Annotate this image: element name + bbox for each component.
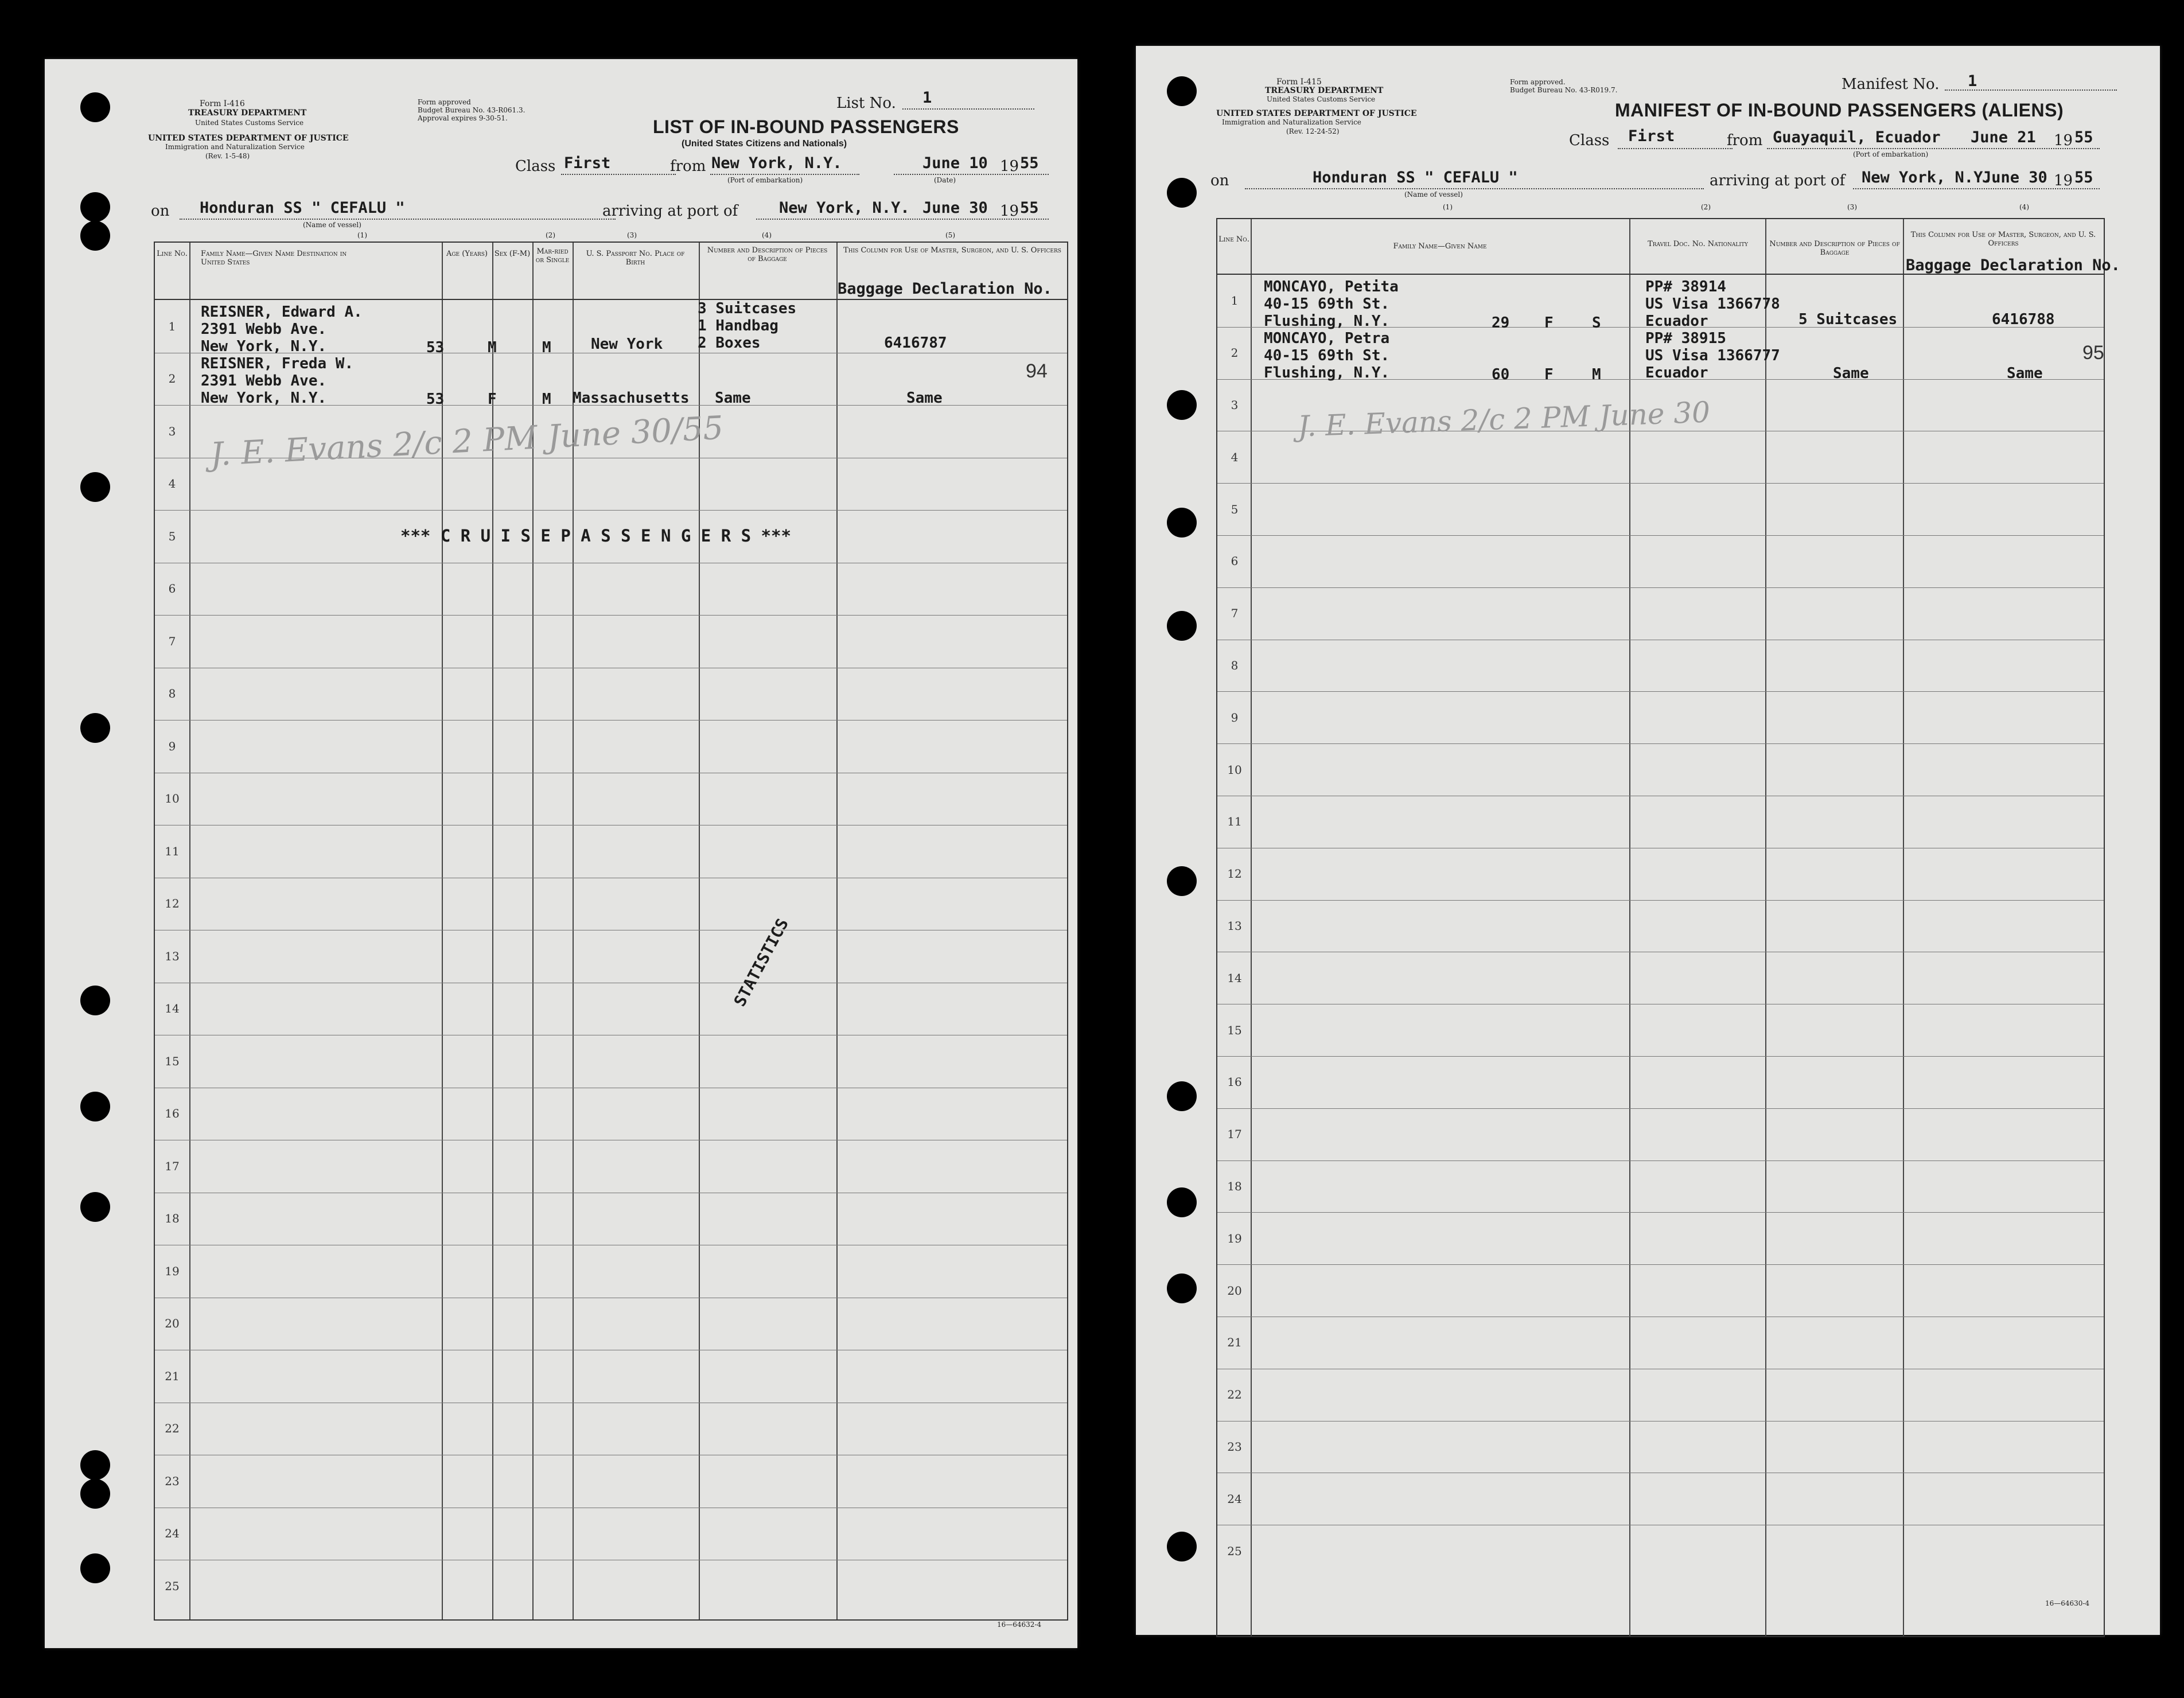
hdr-official: This Column for Use of Master, Surgeon, and U. S. Officers [1910,231,2096,248]
line-number: 9 [1231,710,1239,725]
row1-age: 53 [426,339,445,356]
row1-bag2: 1 Handbag [698,317,778,334]
colnum-3: (3) [627,231,637,239]
year-prefix: 19 [2054,132,2073,149]
row2-bag: Same [1833,365,1869,382]
approval-expiry: Approval expires 9-30-51. [418,114,508,122]
port-caption: (Port of embarkation) [1853,150,1929,158]
page-subtitle: (United States Citizens and Nationals) [682,139,847,149]
row2-married: M [542,391,551,408]
row2-name: MONCAYO, Petra [1264,330,1390,347]
date-value: June 10 [922,154,988,172]
hdr-passport: U. S. Passport No. Place of Birth [586,250,685,267]
line-number: 24 [1227,1491,1242,1506]
header-divider [1217,274,2104,275]
baggage-decl-header: Baggage Declaration No. [838,280,1052,298]
year-prefix: 19 [1000,158,1019,175]
row1-city: New York, N.Y. [201,338,327,355]
colnum-1: (1) [1443,203,1453,211]
row-rule [155,510,1067,511]
line-number: 15 [1227,1023,1242,1037]
row1-doc2: US Visa 1366778 [1645,295,1780,313]
line-number: 13 [165,949,180,963]
row2-status: M [1592,366,1601,383]
pencil-mark: 95 [2082,342,2104,364]
line-number: 2 [1231,346,1239,360]
arrival-year-prefix: 19 [2054,172,2073,189]
line-number: 6 [1231,554,1239,568]
row2-birth: Massachusetts [573,390,690,407]
pencil-mark: 94 [1026,360,1048,382]
baggage-decl-header: Baggage Declaration No. [1906,256,2120,274]
on-label: on [1210,172,1229,189]
line-number: 13 [1227,919,1242,933]
from-value: New York, N.Y. [711,154,842,172]
revision: (Rev. 1-5-48) [205,152,250,160]
line-number: 7 [1231,606,1239,621]
arrival-port: New York, N.Y. [779,199,910,217]
hdr-married: Mar-ried or Single [535,247,570,264]
inbound-citizens-list-page [45,59,1077,1648]
footer-code: 16—64632-4 [997,1621,1042,1629]
form-approved: Form approved [418,98,471,106]
row-rule [155,615,1067,616]
punch-hole [80,92,110,122]
class-label: Class [515,158,556,175]
colnum-3: (3) [1847,203,1857,211]
row-rule [1217,743,2104,744]
row-rule [1217,1056,2104,1057]
row-rule [1217,587,2104,588]
customs-service: United States Customs Service [195,119,304,127]
punch-hole [1167,178,1197,208]
row1-doc1: PP# 38914 [1645,278,1726,295]
row1-status: S [1592,314,1601,332]
row2-name: REISNER, Freda W. [201,355,354,372]
row2-doc3: Ecuador [1645,364,1708,381]
class-label: Class [1569,132,1610,149]
row1-married: M [542,339,551,356]
statistics-stamp: STATISTICS [730,915,792,1010]
line-number: 3 [168,424,176,438]
line-number: 6 [168,582,176,596]
row2-street: 2391 Webb Ave. [201,372,327,390]
line-number: 14 [165,1002,180,1016]
line-number: 3 [1231,398,1239,412]
inspector-signature: J. E. Evans 2/c 2 PM June 30 [1297,395,1711,443]
date-caption: (Date) [934,176,956,184]
punch-hole [1167,390,1197,420]
line-number: 2 [168,372,176,386]
line-number: 4 [1231,450,1239,464]
row1-decl: 6416787 [884,334,947,352]
arrival-year: 55 [1020,199,1039,217]
row-rule [1217,1108,2104,1109]
budget-bureau: Budget Bureau No. 43-R061.3. [418,106,525,114]
from-label: from [670,158,706,175]
row2-decl: Same [2007,365,2043,382]
on-label: on [151,202,170,220]
row2-bag: Same [715,390,751,407]
budget-bureau: Budget Bureau No. 43-R019.7. [1510,86,1618,94]
punch-hole [1167,611,1197,641]
colnum-5: (5) [945,231,955,239]
form-approved: Form approved. [1510,78,1566,86]
hdr-line: Line No. [1218,235,1249,244]
row-rule [1217,535,2104,536]
punch-hole [80,1192,110,1222]
line-number: 21 [165,1369,180,1383]
row1-decl: 6416788 [1992,311,2055,328]
row1-sex: M [488,339,497,356]
class-value: First [1628,127,1675,145]
row2-age: 60 [1492,366,1510,383]
row2-city: Flushing, N.Y. [1264,364,1390,381]
vessel-name: Honduran SS " CEFALU " [200,199,405,217]
doj: UNITED STATES DEPARTMENT OF JUSTICE [148,134,349,143]
vessel-caption: (Name of vessel) [1404,190,1463,198]
from-label: from [1727,132,1763,149]
arriving-label: arriving at port of [602,202,738,220]
line-number: 22 [165,1422,180,1436]
colnum-4: (4) [2019,203,2029,211]
line-number: 19 [1227,1231,1242,1245]
line-number: 1 [168,319,176,333]
line-number: 18 [165,1212,180,1226]
colnum-4: (4) [762,231,772,239]
line-number: 16 [1227,1075,1242,1089]
punch-hole [1167,76,1197,106]
line-number: 25 [1227,1544,1242,1558]
ins: Immigration and Naturalization Service [165,143,305,151]
punch-hole [1167,866,1197,896]
row1-name: REISNER, Edward A. [201,303,363,321]
customs-service: United States Customs Service [1267,95,1376,103]
cruise-passengers-note: *** C R U I S E P A S S E N G E R S *** [400,526,791,546]
row-rule [1217,691,2104,692]
arrival-date: June 30 [922,199,988,217]
line-number: 18 [1227,1179,1242,1193]
form-number: Form I-415 [1276,77,1322,87]
row1-sex: F [1544,314,1554,332]
line-number: 12 [165,897,180,911]
doj: UNITED STATES DEPARTMENT OF JUSTICE [1216,109,1417,118]
row2-decl: Same [906,390,943,407]
year-value: 55 [2074,128,2093,146]
vessel-name: Honduran SS " CEFALU " [1313,169,1518,186]
line-number: 10 [165,792,180,806]
line-number: 8 [1231,659,1239,672]
punch-hole [1167,1532,1197,1561]
line-number: 25 [165,1579,180,1593]
page-title: LIST OF IN-BOUND PASSENGERS [653,116,959,137]
row-rule [155,720,1067,721]
row2-age: 53 [426,391,445,408]
colnum-1: (1) [357,231,367,239]
hdr-name: Family Name—Given Name Destination in United States [201,250,347,267]
hdr-baggage: Number and Description of Pieces of Baggage [1769,240,1900,257]
line-number: 11 [165,844,180,858]
line-number: 22 [1227,1388,1242,1402]
line-number: 21 [1227,1335,1242,1350]
punch-hole [1167,1274,1197,1303]
line-number: 5 [168,529,176,543]
date-value: June 21 [1971,128,2036,146]
arrival-port: New York, N.Y. [1862,169,1992,186]
colnum-2: (2) [546,231,555,239]
hdr-age: Age (Years) [446,250,488,258]
line-number: 24 [165,1526,180,1541]
port-caption: (Port of embarkation) [727,176,803,184]
list-no-label: List No. [836,95,896,112]
row1-age: 29 [1492,314,1510,332]
hdr-sex: Sex (F-M) [494,250,531,258]
hdr-baggage: Number and Description of Pieces of Baggage [707,246,828,263]
row1-birth: New York [591,336,663,353]
revision: (Rev. 12-24-52) [1286,127,1340,135]
footer-code: 16—64630-4 [2045,1599,2090,1607]
row-rule [1217,1421,2104,1422]
arrival-date: June 30 [1982,169,2047,186]
form-number: Form I-416 [200,99,245,108]
inspector-signature: J. E. Evans 2/c 2 PM June 30/55 [209,409,725,474]
hdr-travel: Travel Doc. No. Nationality [1648,240,1748,248]
row1-bag3: 2 Boxes [698,334,761,352]
line-number: 14 [1227,971,1242,985]
punch-hole [80,1479,110,1509]
punch-hole [80,1450,110,1480]
row1-street: 2391 Webb Ave. [201,321,327,338]
punch-hole [80,1553,110,1583]
punch-hole [80,986,110,1015]
line-number: 9 [168,739,176,753]
line-number: 23 [165,1474,180,1488]
row-rule [1217,483,2104,484]
punch-hole [80,192,110,222]
manifest-no-label: Manifest No. [1842,76,1940,93]
inbound-aliens-manifest-page [1136,46,2160,1635]
row-rule [1217,1160,2104,1161]
row1-city: Flushing, N.Y. [1264,313,1390,330]
colnum-2: (2) [1701,203,1711,211]
row-rule [1217,1264,2104,1265]
arriving-label: arriving at port of [1710,172,1846,189]
hdr-name: Family Name—Given Name [1393,242,1487,251]
line-number: 1 [1231,294,1239,308]
line-number: 23 [1227,1440,1242,1454]
row2-sex: F [488,391,497,408]
row2-doc2: US Visa 1366777 [1645,347,1780,364]
row-rule [1217,1212,2104,1213]
line-number: 19 [165,1264,180,1278]
punch-hole [80,713,110,743]
punch-hole [1167,1081,1197,1111]
manifest-no-value: 1 [1968,72,1977,90]
line-number: 16 [165,1107,180,1121]
year-value: 55 [1020,154,1039,172]
hdr-line: Line No. [157,250,188,258]
ins: Immigration and Naturalization Service [1222,118,1361,126]
list-no-value: 1 [922,89,932,107]
line-number: 15 [165,1054,180,1068]
row2-city: New York, N.Y. [201,390,327,407]
arrival-year-prefix: 19 [1000,202,1019,220]
line-number: 20 [165,1317,180,1331]
line-number: 20 [1227,1283,1242,1298]
treasury-dept: TREASURY DEPARTMENT [188,108,307,118]
row2-doc1: PP# 38915 [1645,330,1726,347]
header-divider [155,299,1067,300]
line-number: 8 [168,687,176,701]
row1-bag: 5 Suitcases [1798,311,1898,328]
line-number: 12 [1227,867,1242,881]
from-value: Guayaquil, Ecuador [1773,128,1941,146]
row2-sex: F [1544,366,1554,383]
arrival-year: 55 [2074,169,2093,186]
line-number: 7 [168,634,176,648]
row1-doc3: Ecuador [1645,313,1708,330]
punch-hole [1167,508,1197,538]
row1-name: MONCAYO, Petita [1264,278,1399,295]
hdr-official: This Column for Use of Master, Surgeon, and U. S. Officers [843,246,1061,255]
line-number: 4 [168,477,176,491]
punch-hole [1167,1187,1197,1217]
line-number: 10 [1227,762,1242,777]
row1-street: 40-15 69th St. [1264,295,1390,313]
row1-bag1: 3 Suitcases [698,300,797,317]
punch-hole [80,1092,110,1121]
page-title: MANIFEST OF IN-BOUND PASSENGERS (ALIENS) [1615,100,2064,120]
row-rule [1217,900,2104,901]
vessel-caption: (Name of vessel) [303,221,361,229]
treasury-dept: TREASURY DEPARTMENT [1265,86,1384,95]
line-number: 17 [165,1159,180,1173]
row2-street: 40-15 69th St. [1264,347,1390,364]
class-value: First [564,154,611,172]
punch-hole [80,472,110,502]
line-number: 11 [1227,815,1242,829]
line-number: 5 [1231,502,1239,516]
punch-hole [80,221,110,251]
line-number: 17 [1227,1127,1242,1142]
